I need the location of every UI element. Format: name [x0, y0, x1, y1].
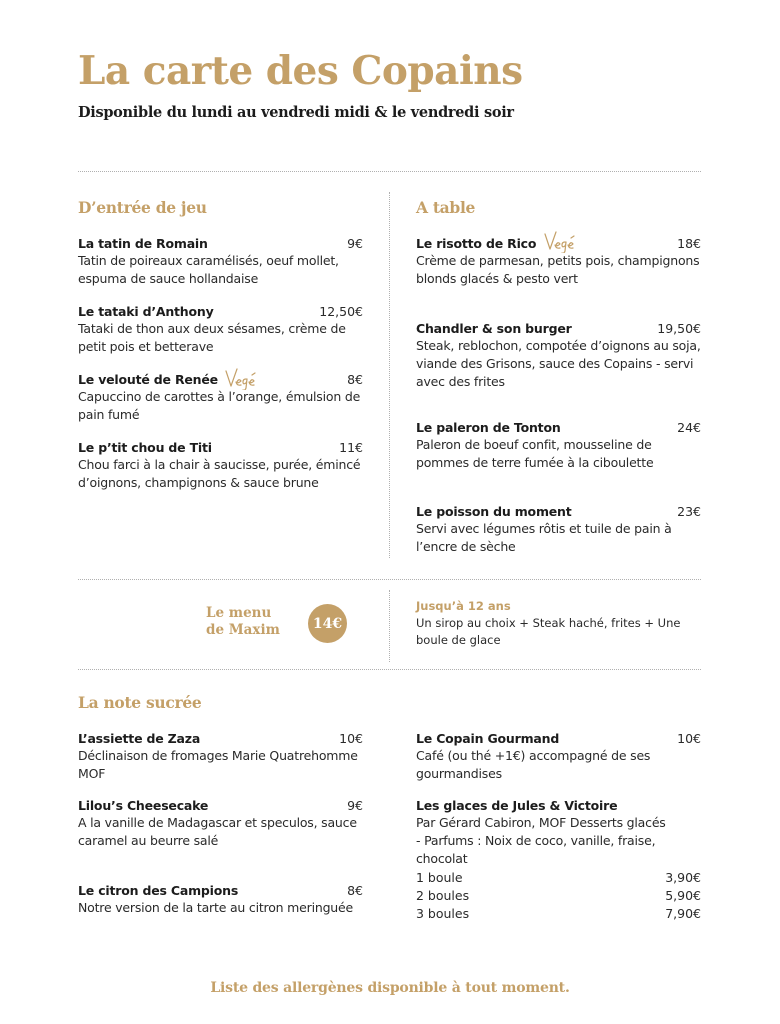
item-name: Le velouté de Renée — [78, 372, 218, 387]
vege-badge — [224, 366, 264, 390]
page-subtitle: Disponible du lundi au vendredi midi & le vendredi soir — [78, 104, 514, 121]
scoop-price: 5,90€ — [665, 888, 701, 903]
divider-desserts — [78, 669, 701, 670]
item-name: Les glaces de Jules & Victoire — [416, 798, 618, 813]
item-description: Paleron de boeuf confit, mousseline de pommes de terre fumée à la ciboulette — [416, 437, 654, 470]
item-name: La tatin de Romain — [78, 236, 208, 251]
item-name: Chandler & son burger — [416, 321, 572, 336]
vege-badge — [543, 229, 583, 253]
item-price: 10€ — [339, 731, 363, 746]
item-description: Par Gérard Cabiron, MOF Desserts glacés - Parfums : Noix de coco, vanille, fraise, chocolat — [416, 815, 666, 866]
menu-item — [78, 440, 363, 492]
divider-top — [78, 171, 701, 172]
scoop-label: 3 boules — [416, 906, 470, 921]
page-title: La carte des Copains — [78, 48, 523, 94]
item-name: Le Copain Gourmand — [416, 731, 560, 746]
item-price: 8€ — [347, 372, 363, 387]
scoop-row — [416, 887, 701, 905]
item-description: Tataki de thon aux deux sésames, crème de petit pois et betterave — [78, 321, 346, 354]
item-description: Chou farci à la chair à saucisse, purée, émincé d’oignons, champignons & sauce brune — [78, 457, 361, 490]
item-price: 10€ — [677, 731, 701, 746]
allergen-notice: Liste des allergènes disponible à tout moment. — [210, 980, 570, 996]
ice-cream-scoop-list — [416, 869, 701, 923]
menu-item — [78, 372, 363, 424]
scoop-label: 1 boule — [416, 870, 463, 885]
item-description: Tatin de poireaux caramélisés, oeuf mollet, espuma de sauce hollandaise — [78, 253, 339, 286]
item-price: 12,50€ — [319, 304, 363, 319]
scoop-price: 3,90€ — [665, 870, 701, 885]
item-name: Le citron des Campions — [78, 883, 239, 898]
item-name: Le paleron de Tonton — [416, 420, 561, 435]
item-name: Le risotto de Rico — [416, 236, 537, 251]
kids-menu-label-line1: Le menu — [206, 605, 272, 621]
item-description: Steak, reblochon, compotée d’oignons au soja, viande des Grisons, sauce des Copains - servi avec des frites — [416, 338, 701, 389]
item-description: Déclinaison de fromages Marie Quatrehomme MOF — [78, 748, 358, 781]
menu-item — [78, 798, 363, 850]
item-description: Servi avec légumes rôtis et tuile de pain à l’encre de sèche — [416, 521, 672, 554]
kids-menu-label — [206, 605, 286, 639]
item-price: 18€ — [677, 236, 701, 251]
item-price: 19,50€ — [657, 321, 701, 336]
item-price: 9€ — [347, 236, 363, 251]
menu-item — [416, 321, 701, 391]
scoop-price: 7,90€ — [665, 906, 701, 921]
column-divider — [389, 192, 390, 558]
item-name: Le poisson du moment — [416, 504, 572, 519]
menu-item — [78, 236, 363, 288]
section-heading-mains: A table — [416, 198, 476, 217]
item-description: Notre version de la tarte au citron meringuée — [78, 900, 354, 915]
item-description: Crème de parmesan, petits pois, champignons blonds glacés & pesto vert — [416, 253, 700, 286]
kids-menu-age: Jusqu’à 12 ans — [416, 599, 511, 613]
kids-menu-label-line2: de Maxim — [206, 622, 280, 638]
menu-item — [78, 731, 363, 783]
item-name: Le tataki d’Anthony — [78, 304, 214, 319]
item-description: A la vanille de Madagascar et speculos, sauce caramel au beurre salé — [78, 815, 357, 848]
menu-item — [416, 420, 701, 472]
kids-menu-description: Un sirop au choix + Steak haché, frites + Une boule de glace — [416, 616, 681, 647]
item-price: 8€ — [347, 883, 363, 898]
item-price: 9€ — [347, 798, 363, 813]
item-price: 24€ — [677, 420, 701, 435]
section-heading-starters: D’entrée de jeu — [78, 198, 207, 217]
scoop-label: 2 boules — [416, 888, 470, 903]
menu-item — [416, 504, 701, 556]
item-name: Lilou’s Cheesecake — [78, 798, 209, 813]
scoop-row — [416, 869, 701, 887]
section-heading-desserts: La note sucrée — [78, 693, 202, 712]
divider-middle — [78, 579, 701, 580]
item-price: 11€ — [339, 440, 363, 455]
kids-divider — [389, 590, 390, 662]
item-description: Capuccino de carottes à l’orange, émulsion de pain fumé — [78, 389, 361, 422]
item-description: Café (ou thé +1€) accompagné de ses gourmandises — [416, 748, 651, 781]
scoop-row — [416, 905, 701, 923]
item-price: 23€ — [677, 504, 701, 519]
menu-item — [78, 883, 363, 917]
menu-item — [78, 304, 363, 356]
item-name: L’assiette de Zaza — [78, 731, 201, 746]
menu-item — [416, 798, 671, 868]
item-name: Le p’tit chou de Titi — [78, 440, 212, 455]
kids-menu-price-badge: 14€ — [308, 604, 347, 643]
menu-item — [416, 731, 701, 783]
